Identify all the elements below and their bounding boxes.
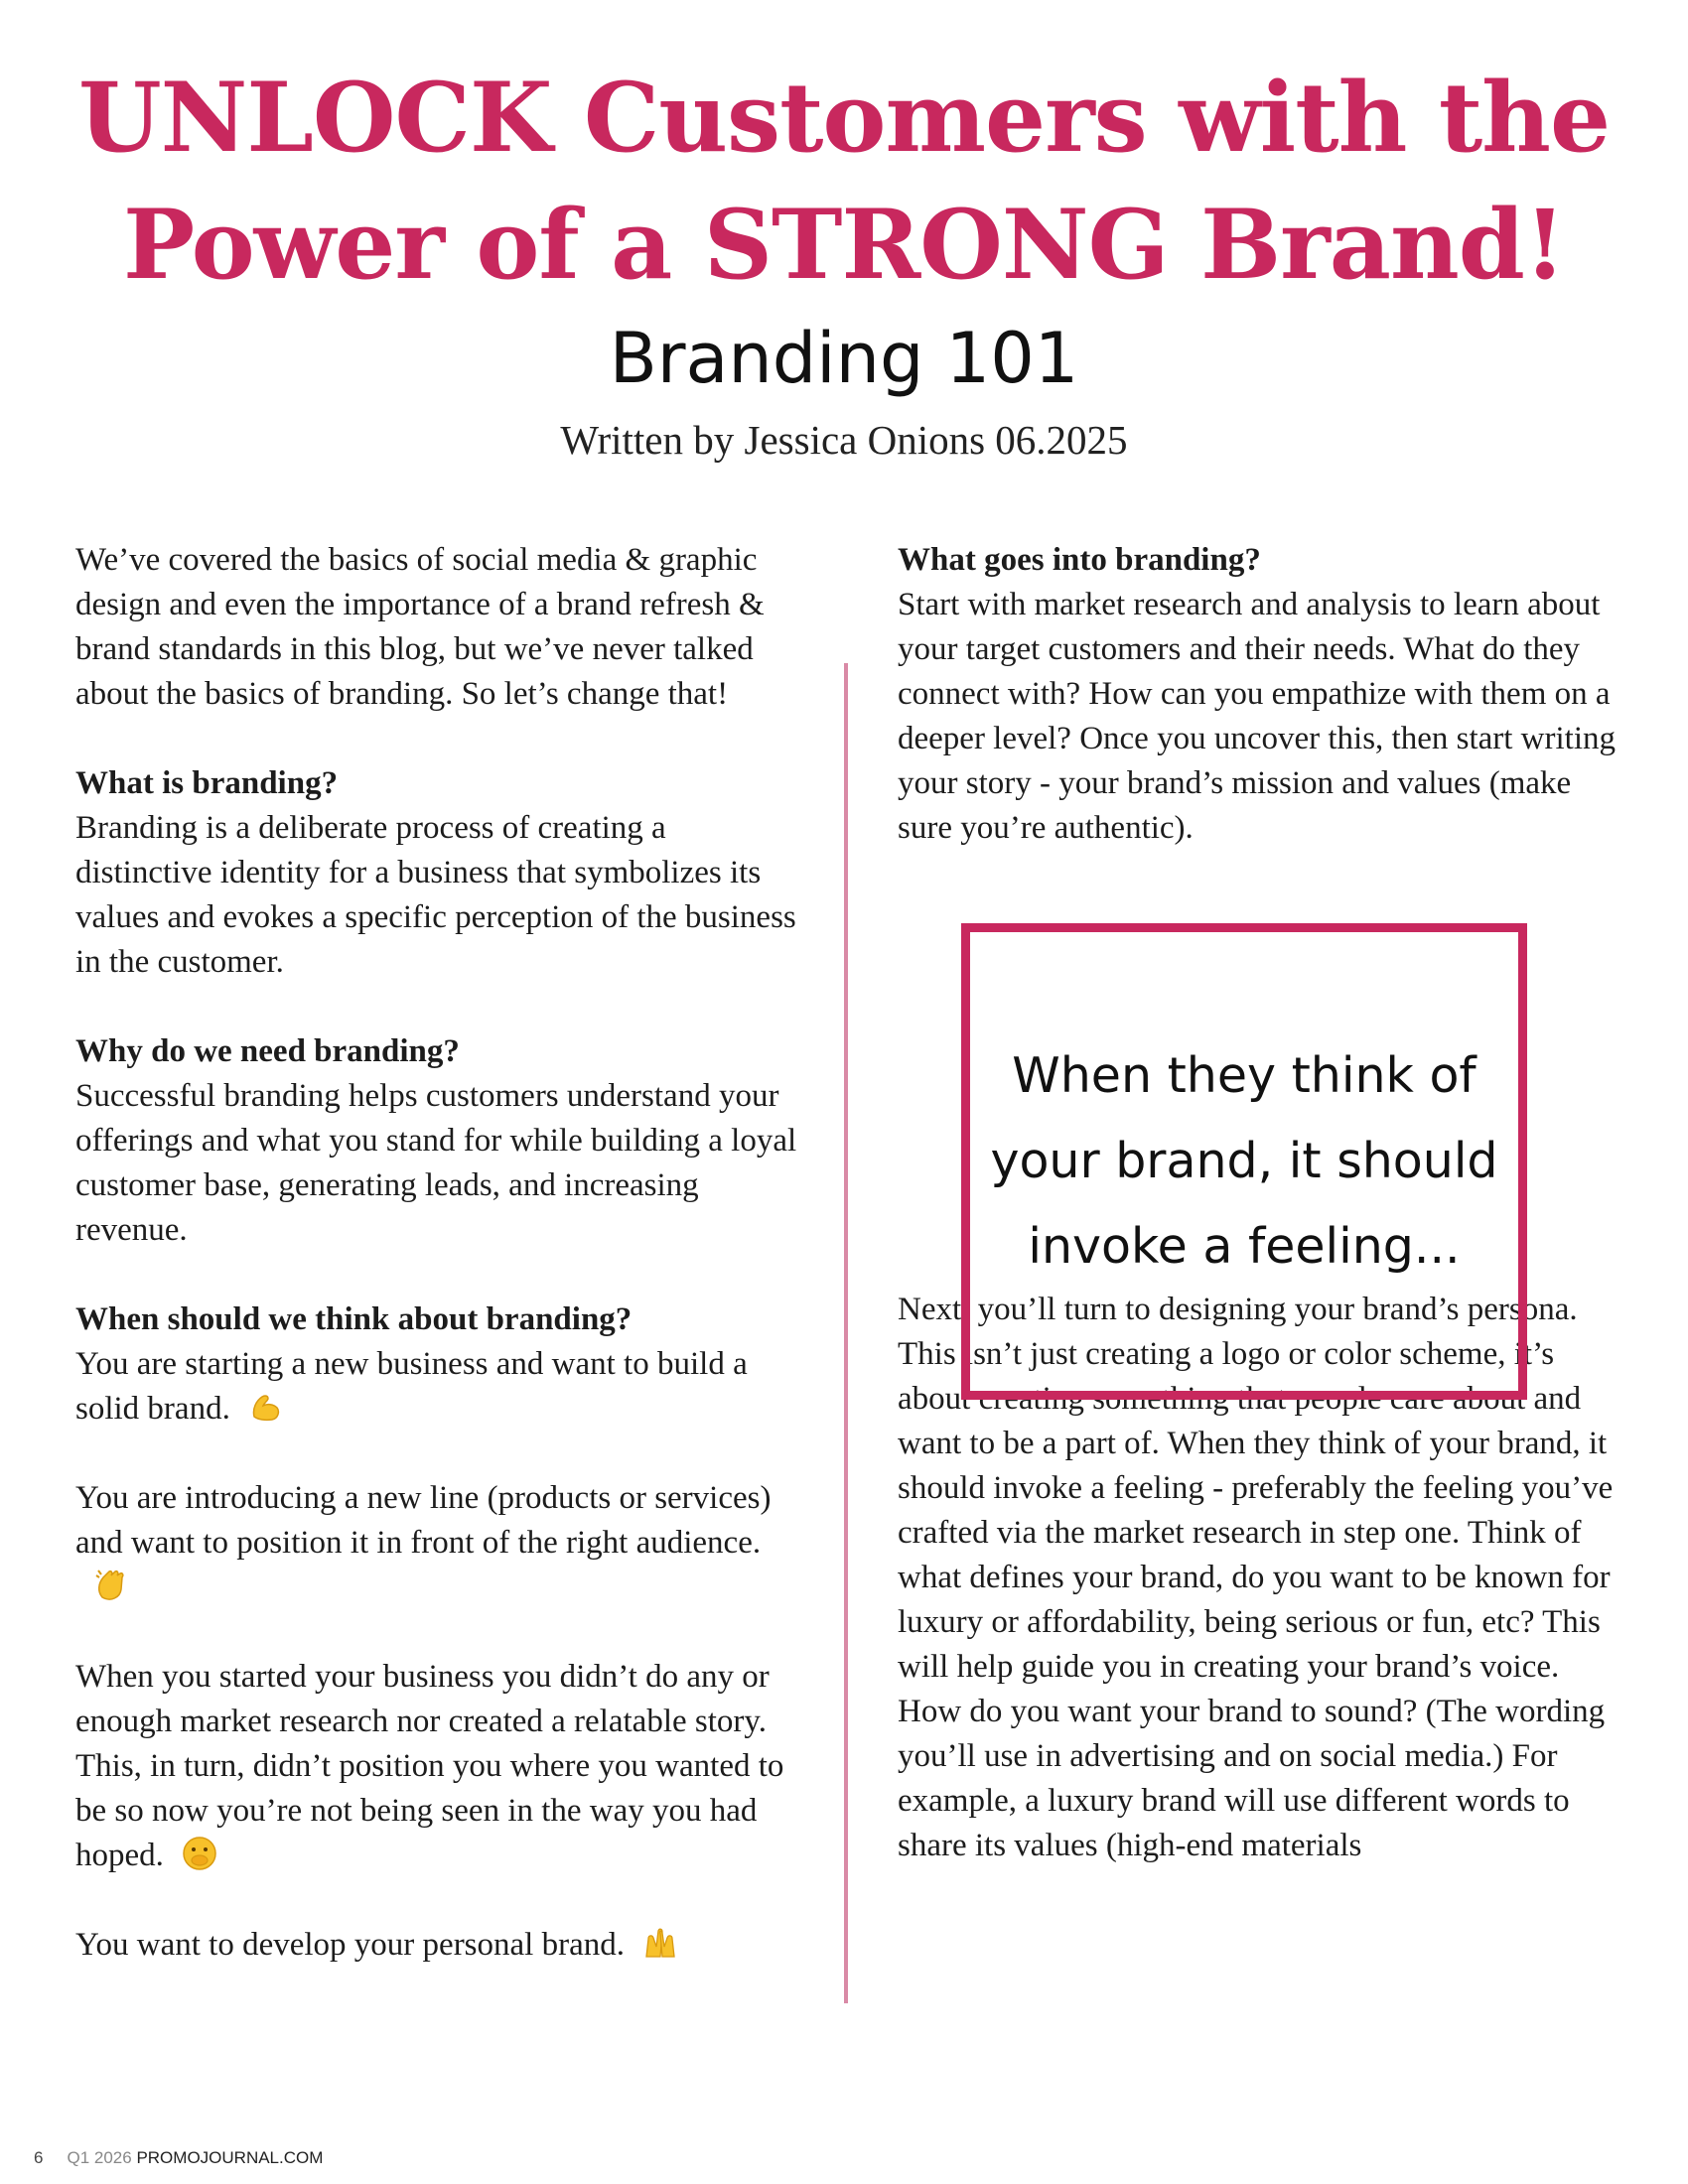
what-is-branding-body: Branding is a deliberate process of creating a distinctive identity for a business that symbolizes its values and evokes a specific perception of the business in the customer. — [75, 810, 796, 980]
why-branding-heading: Why do we need branding? — [75, 1033, 460, 1069]
when-item-3 — [75, 1655, 810, 1878]
raising-hands-icon — [642, 1925, 678, 1961]
when-item-4-text: You want to develop your personal brand. — [75, 1927, 625, 1963]
when-item-2 — [75, 1476, 810, 1610]
page-footer — [34, 2148, 323, 2168]
title-line-2: Power of a STRONG Brand! — [122, 189, 1566, 301]
brand-persona-paragraph: Next, you’ll turn to designing your brand’s persona. This isn’t just creating a logo or color scheme, it’s about creating something that people care about and want to be a part of. When they think of your brand, it should invoke a feeling - preferably the feeling you’ve crafted via the market research in step one. Think of what defines your brand, do you want to be known for luxury or affordability, being serious or fun, etc? This will help guide you in creating your brand’s voice. How do you want your brand to sound? (The wording you’ll use in advertising and on social media.) For example, a luxury brand will use different words to share its values (high-end materials — [898, 1292, 1614, 1863]
what-goes-into-branding-body: Start with market research and analysis to learn about your target customers and their needs. What do they connect with? How can you empathize with them on a deeper level? Once you uncover this, then start writing your story - your brand’s mission and values (make sure you’re authentic). — [898, 587, 1617, 846]
page-number: 6 — [34, 2148, 44, 2167]
what-goes-into-branding-heading: What goes into branding? — [898, 542, 1261, 578]
site-name: PROMOJOURNAL.COM — [136, 2148, 324, 2167]
flexed-biceps-icon — [248, 1389, 284, 1425]
why-branding-body: Successful branding helps customers understand your offerings and what you stand for while building a loyal customer base, generating leads, and increasing revenue. — [75, 1078, 797, 1248]
clapping-hands-icon — [93, 1568, 129, 1603]
column-divider — [844, 663, 848, 2003]
when-item-1 — [75, 1342, 810, 1432]
pull-quote-box — [961, 923, 1527, 1400]
title-line-1: UNLOCK Customers with the — [77, 62, 1611, 174]
when-item-1-text: You are starting a new business and want to build a solid brand. — [75, 1346, 748, 1427]
article-subtitle: Branding 101 — [609, 318, 1079, 399]
byline: Written by Jessica Onions 06.2025 — [560, 417, 1128, 463]
pull-quote-text: When they think of your brand, it should invoke a feeling... — [990, 1047, 1498, 1275]
when-item-2-text: You are introducing a new line (products or services) and want to position it in front of the right audience. — [75, 1480, 772, 1561]
intro-paragraph: We’ve covered the basics of social media & graphic design and even the importance of a brand refresh & brand standards in this blog, but we’ve never talked about the basics of branding. So let’s change that! — [75, 542, 765, 712]
issue-label: Q1 2026 — [67, 2148, 132, 2167]
left-column — [75, 538, 810, 1968]
face-with-hand-over-mouth-icon — [182, 1836, 217, 1871]
article-title — [0, 55, 1688, 309]
when-branding-heading: When should we think about branding? — [75, 1301, 633, 1337]
what-is-branding-heading: What is branding? — [75, 765, 339, 801]
when-item-4 — [75, 1923, 810, 1968]
when-item-3-text: When you started your business you didn’t do any or enough market research nor created a relatable story. This, in turn, didn’t position you where you wanted to be so now you’re not being seen in the way you had hoped. — [75, 1659, 784, 1873]
